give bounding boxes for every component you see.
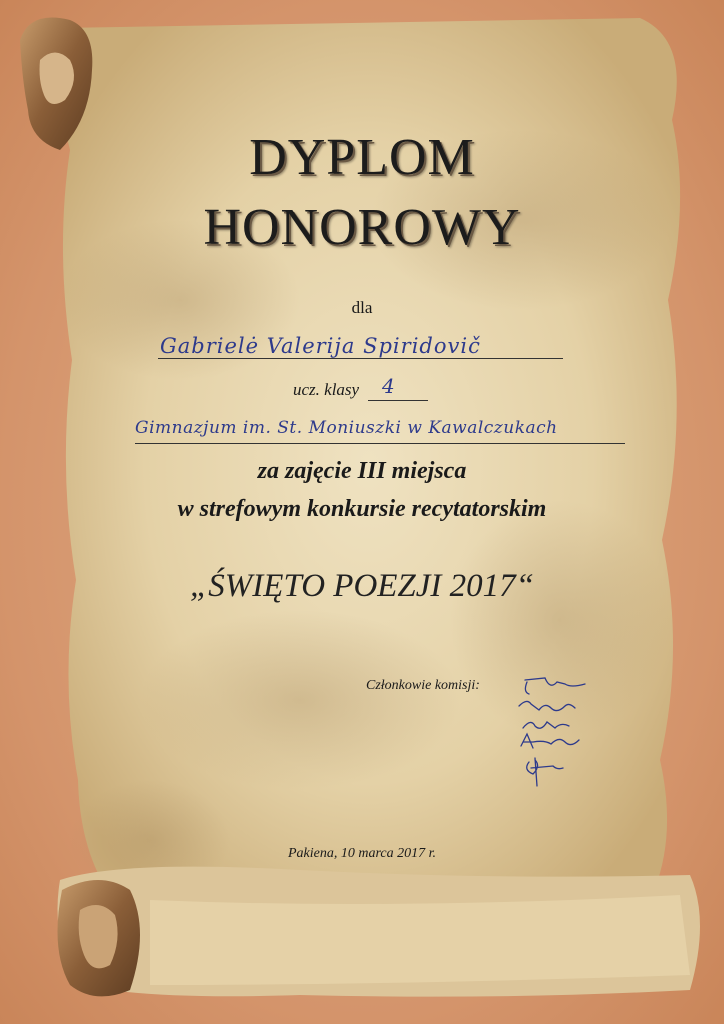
recipient-underline	[158, 358, 563, 359]
school-underline	[135, 443, 625, 444]
event-name: „ŚWIĘTO POEZJI 2017“	[189, 568, 535, 604]
title-line-2: HONOROWY	[203, 199, 521, 256]
achievement-line-2: w strefowym konkursie recytatorskim	[177, 496, 547, 522]
bottom-scroll-curl	[58, 867, 701, 997]
committee-label: Członkowie komisji:	[366, 678, 480, 693]
committee-signatures	[505, 670, 600, 795]
for-label: dla	[351, 298, 373, 317]
class-underline	[368, 400, 428, 401]
recipient-name: Gabrielė Valerija Spiridovič	[160, 334, 481, 358]
place-date: Pakiena, 10 marca 2017 r.	[287, 846, 437, 861]
class-value: 4	[382, 374, 395, 398]
achievement-line-1: za zajęcie III miejsca	[257, 458, 467, 484]
title-line-1: DYPLOM	[249, 129, 475, 186]
class-label: ucz. klasy	[293, 380, 360, 399]
school-name: Gimnazjum im. St. Moniuszki w Kawalczukach	[135, 418, 558, 438]
